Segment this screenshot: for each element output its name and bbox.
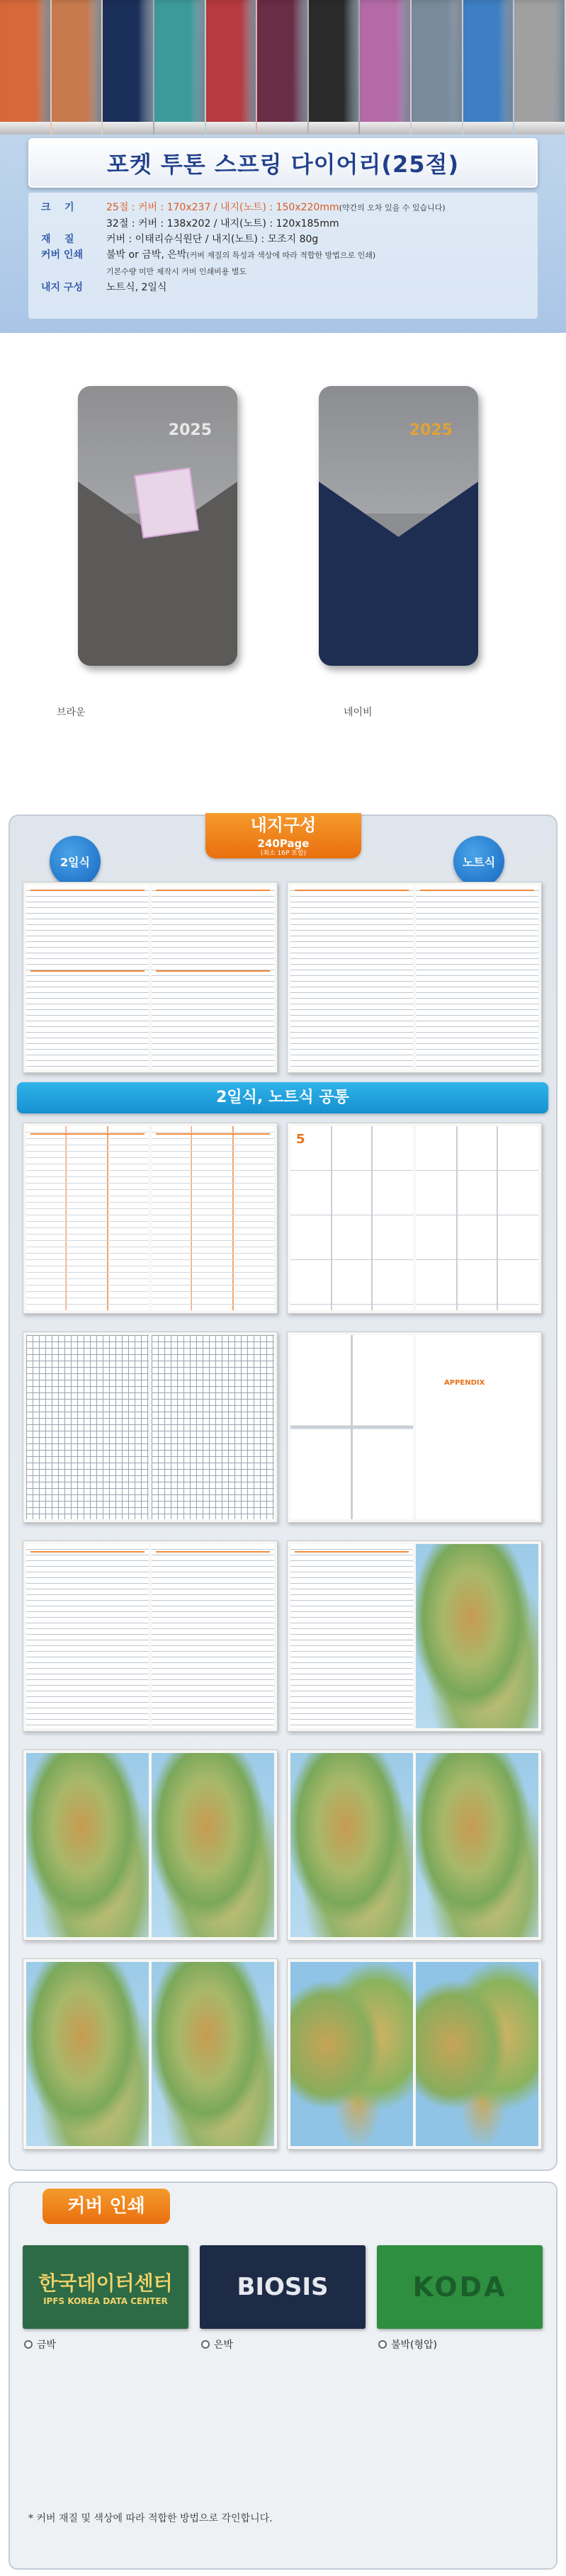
spec-size [41,200,525,232]
page-right [152,1126,274,1310]
product-brown[interactable] [78,386,237,666]
swatch-caption-text: 은박 [214,2339,234,2351]
cover-print-title: 커버 인쇄 [43,2189,170,2224]
cover-color-sample [360,0,412,135]
card-pocket [134,467,199,538]
spec-print-value: 불박 or 금박, 은박 [106,249,187,261]
spec-material [41,232,525,247]
cover-color-sample [103,0,154,135]
swatch-caption-text: 금박 [37,2339,57,2351]
spread-world-map [287,1958,542,2150]
swatch-emboss[interactable] [377,2245,543,2329]
page-left [26,1544,149,1728]
page-left [26,1335,149,1519]
page-left [26,1962,149,2146]
spread-map-c [23,1958,278,2150]
spread-two-day [23,882,278,1073]
spread-address-map [287,1541,542,1732]
page-right [152,885,274,1069]
spread-map-a [23,1749,278,1941]
inner-badge [205,813,361,858]
radio-dot-icon [24,2340,33,2349]
page-left [290,1126,413,1310]
page-left [290,1753,413,1937]
spec-material-value: 커버 : 이태리슈식원단 / 내지(노트) : 모조지 80g [106,234,319,245]
cover-color-sample [206,0,258,135]
page-right [416,1962,538,2146]
swatch-brand: BIOSIS [237,2273,329,2301]
page-right [152,1753,274,1937]
product-caption-navy: 네이비 [344,707,373,718]
cover-color-sample [514,0,566,135]
product-caption-brown: 브라운 [57,707,86,718]
cover-top [319,386,478,514]
page-left [26,885,149,1069]
page-left [290,1335,413,1519]
cover-year: 2025 [168,421,212,439]
page-right [152,1335,274,1519]
cover-color-sample [463,0,515,135]
spec-size-note: (약간의 오차 있을 수 있습니다) [339,203,446,212]
swatch-silver[interactable] [200,2245,366,2329]
page-right [416,885,538,1069]
spread-appendix [287,1332,542,1523]
spec-box [28,193,538,319]
page-left [290,1962,413,2146]
radio-dot-icon [378,2340,387,2349]
cover-print-note: * 커버 재질 및 색상에 따라 적합한 방법으로 각인합니다. [28,2513,273,2524]
swatch-brand: 한국데이터센터 [38,2271,173,2295]
radio-dot-icon [201,2340,210,2349]
cover-year: 2025 [409,421,453,439]
spread-address [23,1541,278,1732]
spec-print-line2: 기본수량 미만 제작시 커버 인쇄비용 별도 [106,267,247,276]
spec-cover-print [41,247,525,280]
page-left [26,1126,149,1310]
spread-grid [23,1332,278,1523]
cover-color-strip [0,0,566,135]
spec-inner [41,280,525,295]
appendix-title: APPENDIX [444,1379,485,1387]
spec-size-25: 25절 : 커버 : 170x237 / 내지(노트) : 150x220mm [106,202,339,213]
swatch-caption-gold [24,2337,56,2351]
page-right [152,1544,274,1728]
swatch-caption-silver [201,2337,233,2351]
calendar-day: 5 [296,1132,305,1147]
page-left [290,1544,413,1728]
page-right [416,1126,538,1310]
spec-size-32: 32절 : 커버 : 138x202 / 내지(노트) : 120x185mm [106,218,339,229]
cover-color-sample [309,0,361,135]
page-left [26,1753,149,1937]
cover-color-sample [154,0,206,135]
page-right [416,1544,538,1728]
spread-note [287,882,542,1073]
spec-print-note: (커버 재질의 특성과 색상에 따라 적합한 방법으로 인쇄) [186,251,376,260]
cover-color-sample [0,0,52,135]
page-right [416,1753,538,1937]
spec-label: 재 질 [41,234,74,245]
spread-year-plan [23,1123,278,1314]
swatch-sub: IPFS KOREA DATA CENTER [43,2296,168,2306]
spread-map-b [287,1749,542,1941]
swatch-gold[interactable] [23,2245,188,2329]
product-navy[interactable] [319,386,478,666]
spec-label: 커버 인쇄 [41,249,83,261]
page-right [416,1335,538,1519]
inner-badge-pages: 240Page [257,837,310,850]
page-right [152,1962,274,2146]
cover-color-sample [412,0,463,135]
spread-monthly [287,1123,542,1314]
swatch-caption-emboss [378,2337,437,2351]
circle-note: 노트식 [453,836,504,887]
inner-badge-note: (최소 16P 포함) [260,850,307,857]
page-left [290,885,413,1069]
header-banner [0,0,566,333]
spec-label: 크 기 [41,202,74,213]
cover-color-sample [52,0,103,135]
spec-label: 내지 구성 [41,282,83,293]
common-section-bar: 2일식, 노트식 공통 [17,1082,548,1113]
page-title: 포켓 투톤 스프링 다이어리(25절) [106,151,460,178]
cover-color-sample [257,0,309,135]
title-box [28,138,538,188]
swatch-brand: KODA [412,2271,507,2303]
swatch-caption-text: 불박(형압) [391,2339,438,2351]
spec-inner-value: 노트식, 2일식 [106,282,167,293]
inner-badge-title: 내지구성 [250,815,317,835]
circle-two-day: 2일식 [50,836,101,887]
